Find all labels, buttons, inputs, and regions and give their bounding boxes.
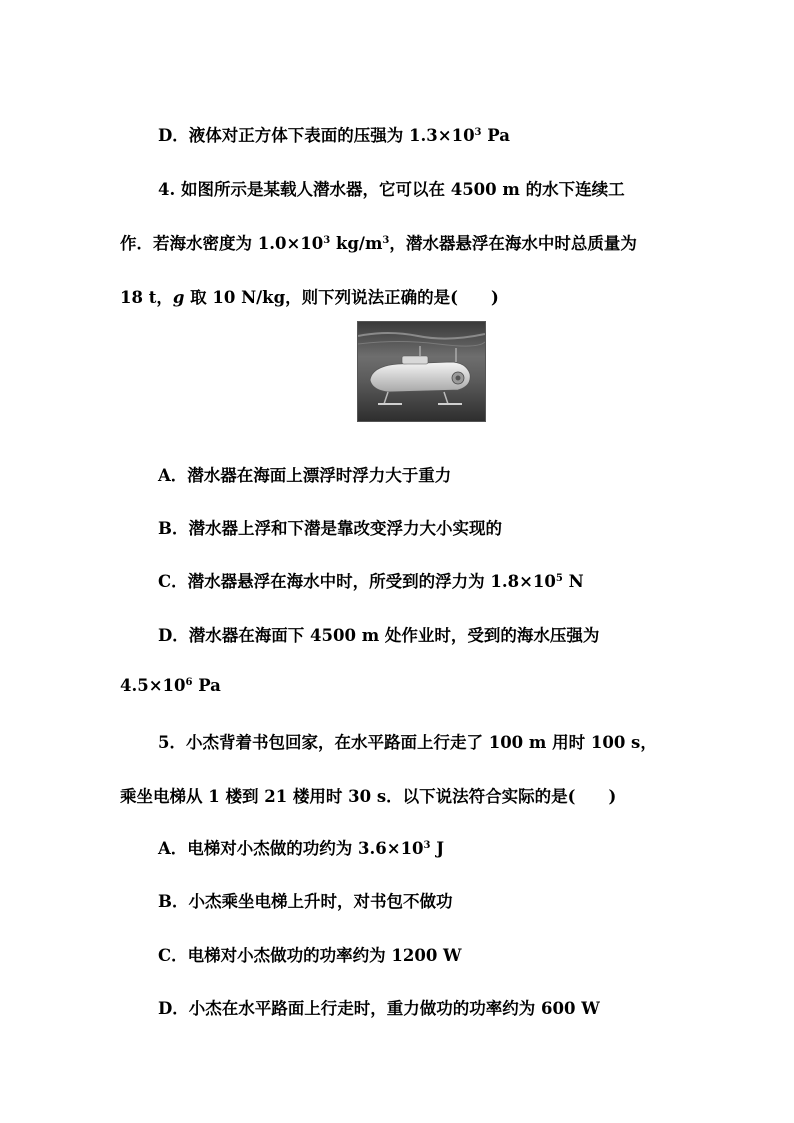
q4-stem-line2: 作．若海水密度为 $1.0\times 10^3$ $kg/m^3$，潜水器悬浮在海水中时总质量为	[120, 234, 637, 253]
q4-option-d-line1: D．潜水器在海面下 4500 m 处作业时，受到的海水压强为	[158, 626, 600, 645]
q4-option-b: B．潜水器上浮和下潜是靠改变浮力大小实现的	[158, 519, 502, 538]
q3-option-d: D．液体对正方体下表面的压强为 $1.3\times 10^3$ Pa	[158, 126, 510, 145]
q5-option-c: C．电梯对小杰做功的功率约为 1200 W	[158, 946, 462, 965]
q5-option-b: B．小杰乘坐电梯上升时，对书包不做功	[158, 892, 453, 911]
q4-option-a: A．潜水器在海面上漂浮时浮力大于重力	[158, 466, 452, 485]
q4-stem-line3: 18 t，g 取 10 N/kg，则下列说法正确的是( )	[120, 288, 499, 307]
q5-option-a: A．电梯对小杰做的功约为 $3.6\times 10^3$ J	[158, 839, 445, 858]
submersible-photo	[357, 321, 486, 422]
q5-stem-line2: 乘坐电梯从 1 楼到 21 楼用时 30 s．以下说法符合实际的是( )	[120, 787, 617, 806]
q5-stem-line1: 5．小杰背着书包回家，在水平路面上行走了 100 m 用时 100 s，	[158, 733, 657, 752]
q4-stem-line1: 4. 如图所示是某载人潜水器，它可以在 4500 m 的水下连续工	[158, 180, 625, 199]
q5-option-d: D．小杰在水平路面上行走时，重力做功的功率约为 600 W	[158, 999, 600, 1018]
q4-option-d-line2: $4.5\times 10^6$ Pa	[120, 676, 221, 695]
q4-option-c: C．潜水器悬浮在海水中时，所受到的浮力为 $1.8\times 10^5$ N	[158, 572, 584, 591]
